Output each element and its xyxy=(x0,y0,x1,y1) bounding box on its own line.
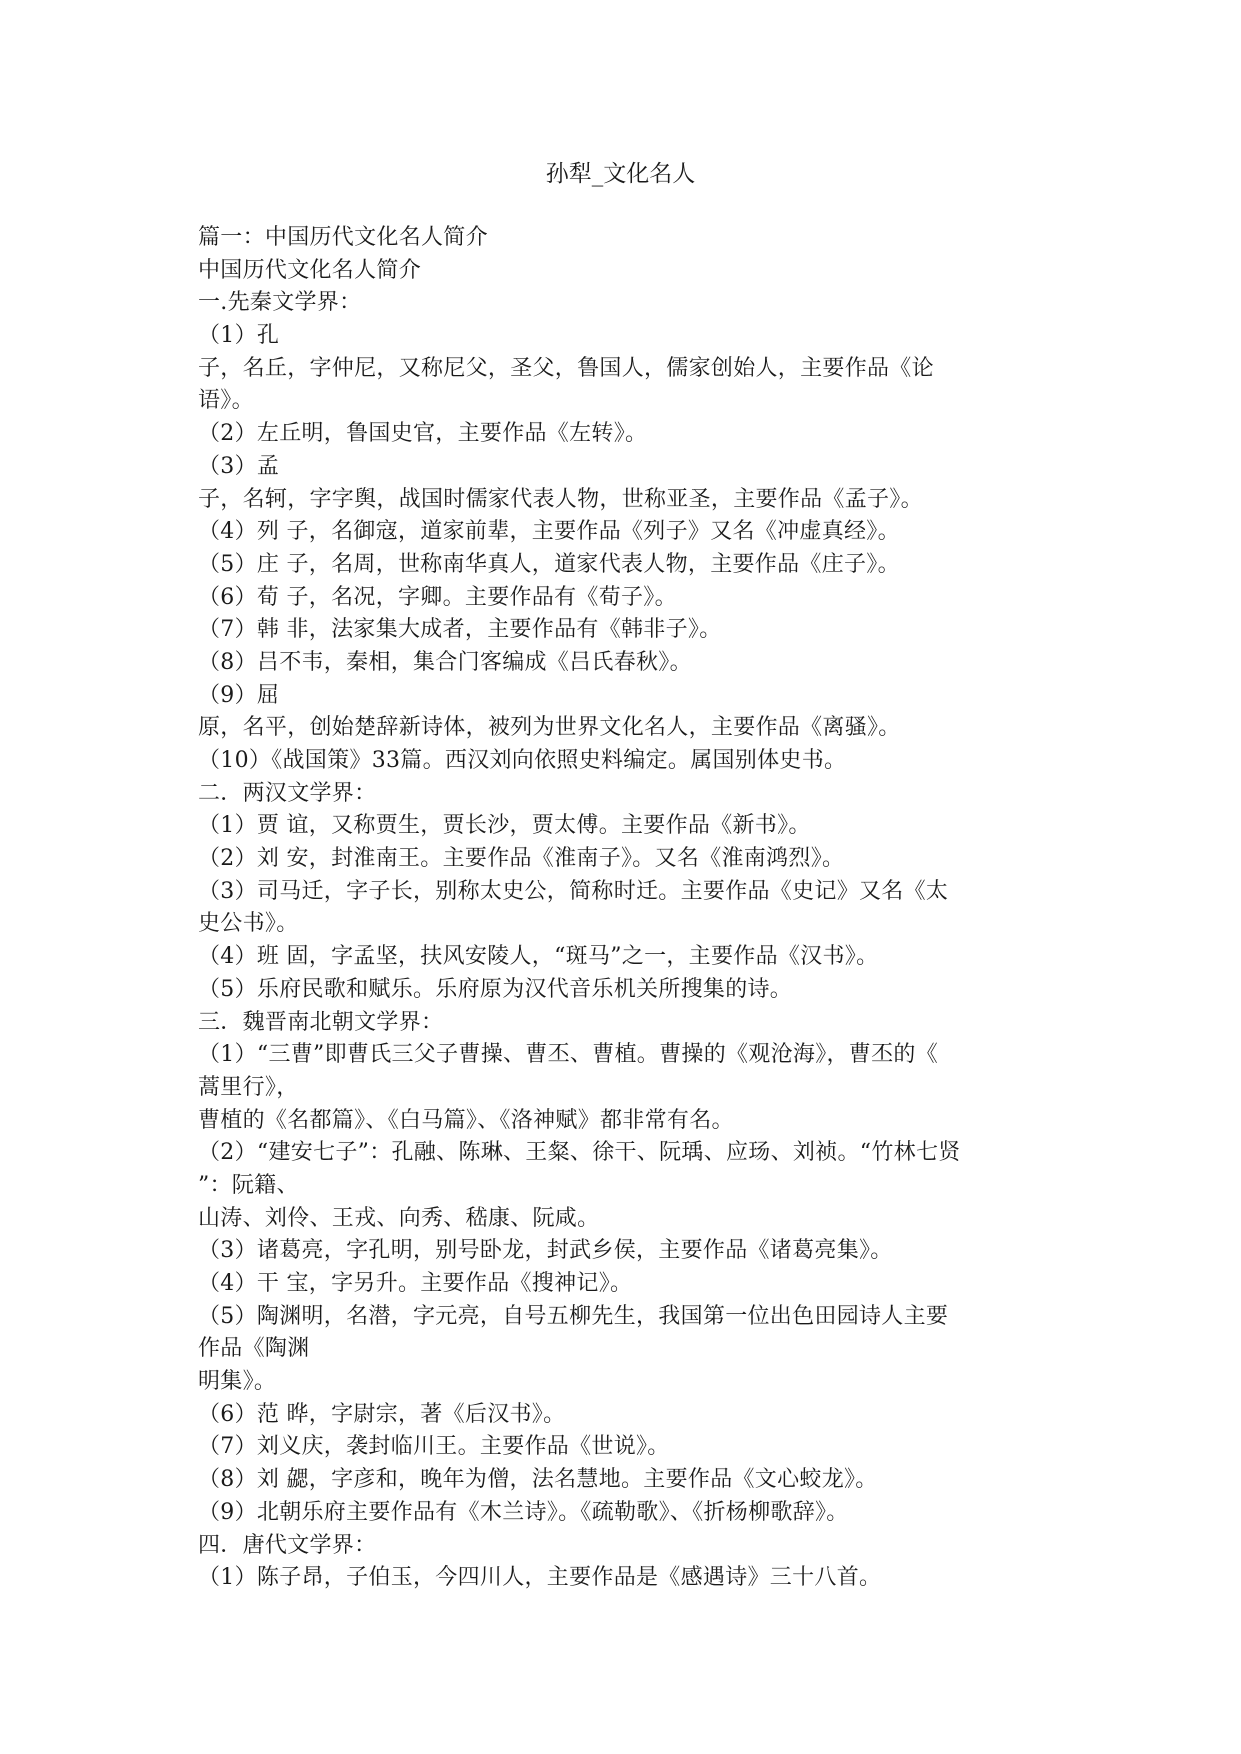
text-line: 一.先秦文学界： xyxy=(198,290,362,316)
text-line: （1）“三曹”即曹氏三父子曹操、曹丕、曹植。曹操的《观沧海》，曹丕的《 xyxy=(198,1042,938,1068)
text-line: 曹植的《名都篇》、《白马篇》、《洛神赋》都非常有名。 xyxy=(198,1107,734,1133)
text-line: （8）吕不韦，秦相，集合门客编成《吕氏春秋》。 xyxy=(198,649,692,675)
text-line: （2）刘 安，封淮南王。主要作品《淮南子》。又名《淮南鸿烈》。 xyxy=(198,846,845,872)
text-line: 三．魏晋南北朝文学界： xyxy=(198,1009,444,1035)
text-line: （2）“建安七子”：孔融、陈琳、王粲、徐干、阮瑀、应玚、刘祯。“竹林七贤 xyxy=(198,1140,961,1166)
text-line: （1）贾 谊，又称贾生，贾长沙，贾太傅。主要作品《新书》。 xyxy=(198,813,811,839)
text-line: （3）司马迁，字子长，别称太史公，简称时迁。主要作品《史记》又名《太 xyxy=(198,878,949,904)
text-line: 山涛、刘伶、王戎、向秀、嵇康、阮咸。 xyxy=(198,1205,600,1231)
text-line: 四．唐代文学界： xyxy=(198,1532,377,1558)
text-line: （4）干 宝，字另升。主要作品《搜神记》。 xyxy=(198,1271,633,1296)
text-line: 子，名丘，字仲尼，又称尼父，圣父，鲁国人，儒家创始人，主要作品《论 xyxy=(198,355,934,381)
text-line: 原，名平，创始楚辞新诗体，被列为世界文化名人，主要作品《离骚》。 xyxy=(198,715,901,741)
text-line: 蒿里行》， xyxy=(198,1074,299,1100)
text-line: （5）陶渊明，名潜，字元亮，自号五柳先生，我国第一位出色田园诗人主要 xyxy=(198,1303,949,1329)
document-title: 孙犁_文化名人 xyxy=(545,161,696,187)
text-line: 二．两汉文学界： xyxy=(198,780,377,806)
text-line: （3）孟 xyxy=(198,453,280,479)
text-line: 语》。 xyxy=(198,388,254,414)
text-line: （1）陈子昂，子伯玉，今四川人，主要作品是《感遇诗》三十八首。 xyxy=(198,1565,882,1591)
text-line: 史公书》。 xyxy=(198,911,299,937)
text-line: 子，名轲，字字舆，战国时儒家代表人物，世称亚圣，主要作品《孟子》。 xyxy=(198,486,923,512)
text-line: （7）韩 非，法家集大成者，主要作品有《韩非子》。 xyxy=(198,617,722,643)
text-line: 明集》。 xyxy=(198,1369,277,1395)
text-line: 中国历代文化名人简介 xyxy=(198,257,422,283)
text-line: 作品《陶渊 xyxy=(198,1336,310,1362)
text-line: ”：阮籍、 xyxy=(198,1172,299,1198)
text-line: （7）刘义庆，袭封临川王。主要作品《世说》。 xyxy=(198,1434,670,1460)
text-line: （2）左丘明，鲁国史官，主要作品《左转》。 xyxy=(198,421,648,447)
text-line: （9）屈 xyxy=(198,682,280,708)
text-line: （8）刘 勰，字彦和，晚年为僧，法名慧地。主要作品《文心蛟龙》。 xyxy=(198,1467,878,1493)
text-line: 篇一：中国历代文化名人简介 xyxy=(198,225,488,250)
document-body xyxy=(198,222,1048,1595)
text-line: （5）庄 子，名周，世称南华真人，道家代表人物，主要作品《庄子》。 xyxy=(198,551,900,577)
text-line: （3）诸葛亮，字孔明，别号卧龙，封武乡侯，主要作品《诸葛亮集》。 xyxy=(198,1238,893,1264)
text-line: （1）孔 xyxy=(198,323,280,349)
text-line: （6）范 晔，字尉宗，著《后汉书》。 xyxy=(198,1401,566,1427)
text-line: （6）荀 子，名况，字卿。主要作品有《荀子》。 xyxy=(198,584,677,610)
text-line: （5）乐府民歌和赋乐。乐府原为汉代音乐机关所搜集的诗。 xyxy=(198,976,793,1002)
text-line: （10）《战国策》33篇。西汉刘向依照史料编定。属国别体史书。 xyxy=(198,748,847,773)
text-line: （9）北朝乐府主要作品有《木兰诗》。《疏勒歌》、《折杨柳歌辞》。 xyxy=(198,1499,849,1525)
text-line: （4）列 子，名御寇，道家前辈，主要作品《列子》又名《冲虚真经》。 xyxy=(198,519,900,545)
text-line: （4）班 固，字孟坚，扶风安陵人，“斑马”之一，主要作品《汉书》。 xyxy=(198,944,879,970)
